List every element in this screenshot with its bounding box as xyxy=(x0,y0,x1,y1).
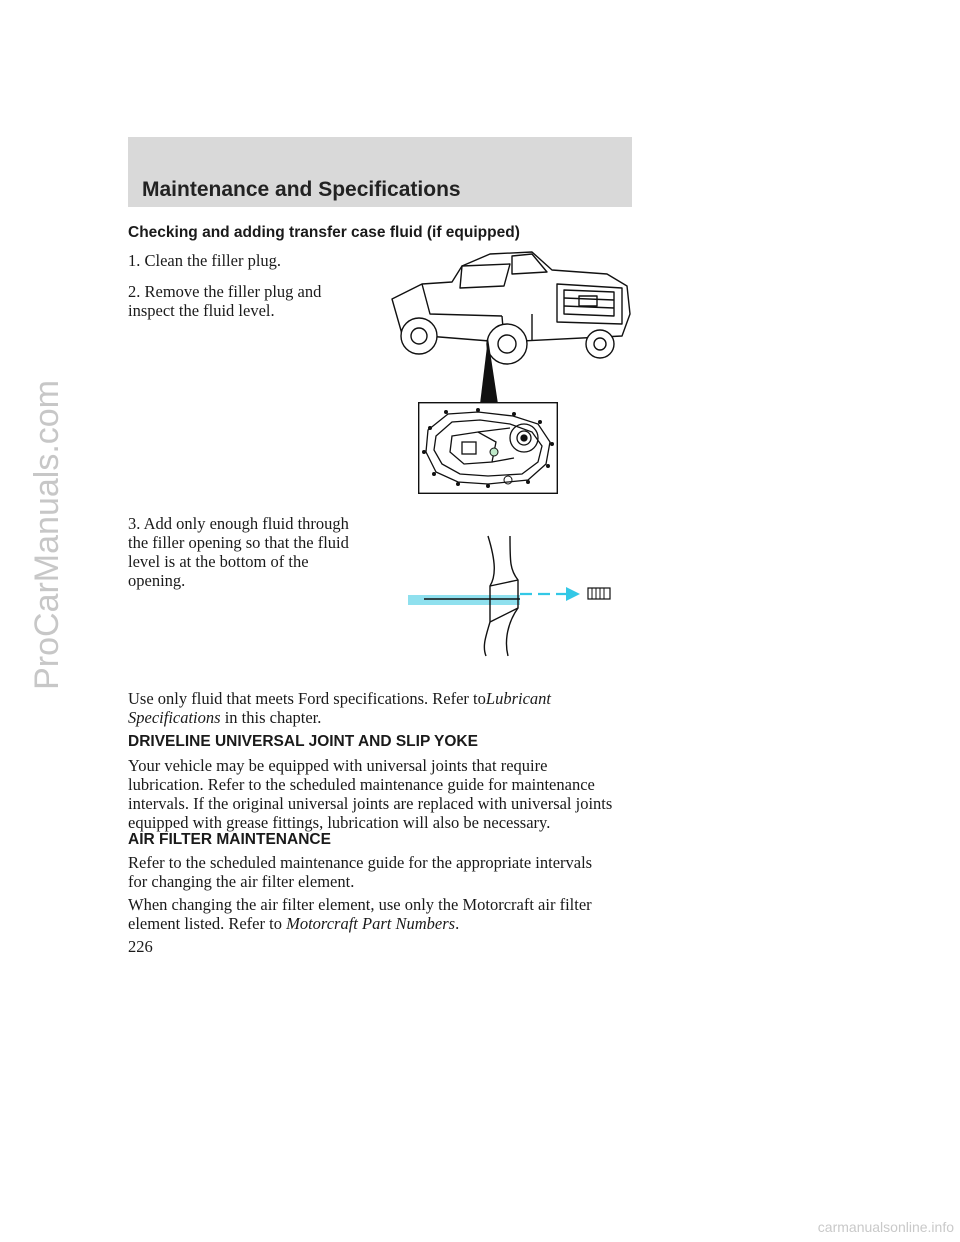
step-3-line-3: level is at the bottom of the xyxy=(128,552,309,571)
driveline-line-1: Your vehicle may be equipped with universal joints that require xyxy=(128,756,548,775)
callout-pointer xyxy=(474,338,504,404)
driveline-line-3: intervals. If the original universal joints are replaced with universal joints xyxy=(128,794,613,813)
step-3 xyxy=(128,514,349,590)
lubricant-link[interactable]: Lubricant xyxy=(485,689,551,708)
air-filter-heading: AIR FILTER MAINTENANCE xyxy=(128,831,331,848)
air-filter-p2-line-1: When changing the air filter element, use only the Motorcraft air filter xyxy=(128,895,592,914)
note-suffix: in this chapter. xyxy=(224,708,322,727)
driveline-paragraph xyxy=(128,756,612,832)
air-filter-paragraph-1 xyxy=(128,853,592,891)
fluid-level-band xyxy=(408,595,520,605)
air-filter-p2-prefix: element listed. Refer to xyxy=(128,914,282,933)
step-2-line-2: inspect the fluid level. xyxy=(128,301,275,320)
motorcraft-part-numbers-link[interactable]: Motorcraft Part Numbers xyxy=(286,914,456,933)
specifications-link[interactable]: Specifications xyxy=(128,708,221,727)
air-filter-p2-end: . xyxy=(455,914,460,933)
section-title: Maintenance and Specifications xyxy=(142,178,461,201)
transfer-case-illustration xyxy=(418,402,558,494)
air-filter-p1-line-2: for changing the air filter element. xyxy=(128,872,355,891)
step-2-line-1: 2. Remove the filler plug and xyxy=(128,282,322,301)
step-3-line-2: the filler opening so that the fluid xyxy=(128,533,349,552)
driveline-line-2: lubrication. Refer to the scheduled maintenance guide for maintenance xyxy=(128,775,595,794)
page-number: 226 xyxy=(128,937,153,956)
fluid-spec-note xyxy=(128,689,551,727)
transfer-case-heading: Checking and adding transfer case fluid (if equipped) xyxy=(128,224,520,241)
driveline-line-4: equipped with grease fittings, lubrication will also be necessary. xyxy=(128,813,551,832)
watermark-text: ProCarManuals.com xyxy=(28,380,66,690)
step-1: 1. Clean the filler plug. xyxy=(128,251,282,270)
fluid-level-diagram xyxy=(408,532,614,658)
air-filter-paragraph-2 xyxy=(128,895,592,933)
note-prefix: Use only fluid that meets Ford specifications. Refer to xyxy=(128,689,486,708)
watermark xyxy=(0,0,66,1242)
footer-site-watermark: carmanualsonline.info xyxy=(817,1219,954,1235)
step-2 xyxy=(128,282,321,320)
driveline-heading: DRIVELINE UNIVERSAL JOINT AND SLIP YOKE xyxy=(128,733,478,750)
truck-illustration xyxy=(382,244,638,374)
step-3-line-4: opening. xyxy=(128,571,186,590)
air-filter-p1-line-1: Refer to the scheduled maintenance guide for the appropriate intervals xyxy=(128,853,593,872)
step-3-line-1: 3. Add only enough fluid through xyxy=(128,514,349,533)
